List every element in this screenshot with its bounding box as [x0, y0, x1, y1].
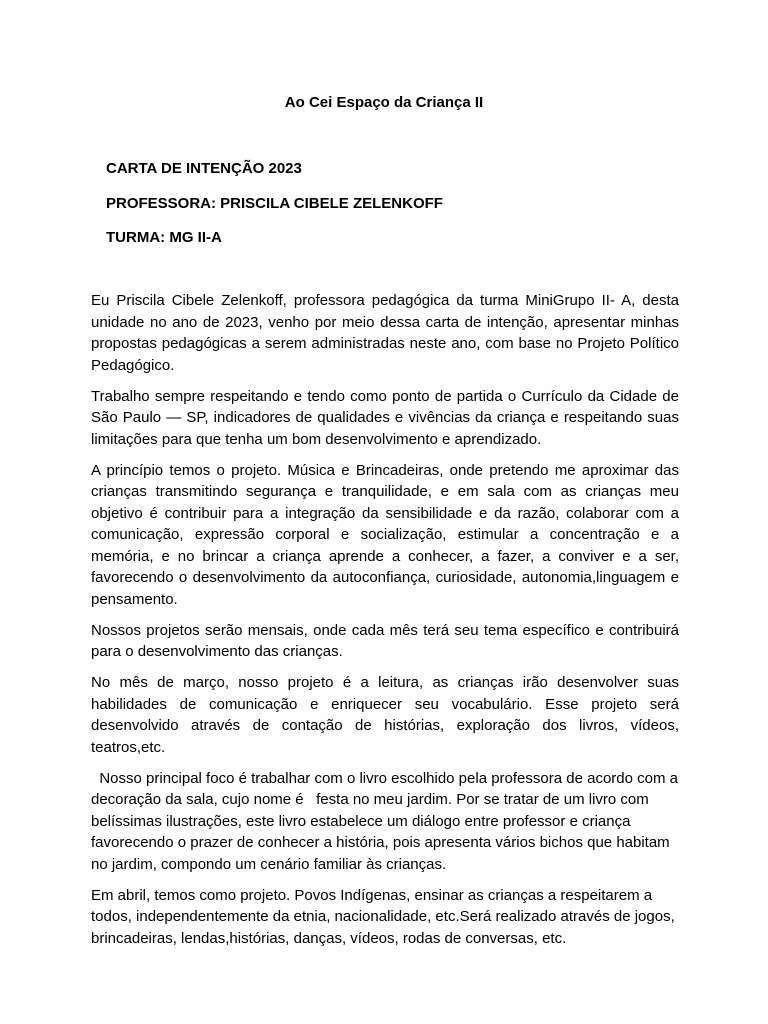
- paragraph-main-focus: Nosso principal foco é trabalhar com o livro escolhido pela professora de acordo com a decoração da sala, cujo nome é festa no meu jardim. Por se tratar de um livro com belíssimas ilustrações, este livro estabelece um diálogo entre professor e criança favorecendo o prazer de conhecer a história, pois apresenta vários bichos que habitam no jardim, compondo um cenário familiar às crianças.: [91, 769, 683, 873]
- letter-body: [91, 290, 683, 959]
- paragraph-march-project: No mês de março, nosso projeto é a leitura, as crianças irão desenvolver suas habilidades de comunicação e enriquecer seu vocabulário. Esse projeto será desenvolvido através de contação de histórias, exploração dos livros, vídeos, teatros,etc.: [91, 674, 679, 756]
- letter-heading: CARTA DE INTENÇÃO 2023: [106, 160, 302, 177]
- paragraph-music-project: A princípio temos o projeto. Música e Brincadeiras, onde pretendo me aproximar das crianças transmitindo segurança e tranquilidade, e em sala com as crianças meu objetivo é contribuir para a integração da sensibilidade e da razão, colaborar com a comunicação, expressão corporal e socialização, estimular a concentração e a memória, e no brincar a criança aprende a conhecer, a fazer, a conviver e a ser, favorecendo o desenvolvimento da autoconfiança, curiosidade, autonomia,linguagem e pensamento.: [91, 461, 679, 608]
- teacher-name-line: PROFESSORA: PRISCILA CIBELE ZELENKOFF: [106, 195, 443, 212]
- paragraph-introduction: Eu Priscila Cibele Zelenkoff, professora pedagógica da turma MiniGrupo II- A, desta unidade no ano de 2023, venho por meio dessa carta de intenção, apresentar minhas propostas pedagógicas a serem administradas neste ano, com base no Projeto Político Pedagógico.: [91, 292, 679, 374]
- class-line: TURMA: MG II-A: [106, 229, 222, 246]
- paragraph-april-project: Em abril, temos como projeto. Povos Indígenas, ensinar as crianças a respeitarem a todos, independentemente da etnia, nacionalidade, etc.Será realizado através de jogos, brincadeiras, lendas,histórias, danças, vídeos, rodas de conversas, etc.: [91, 886, 675, 947]
- paragraph-curriculum: Trabalho sempre respeitando e tendo como ponto de partida o Currículo da Cidade de São Paulo — SP, indicadores de qualidades e vivências da criança e respeitando suas limitações para que tenha um bom desenvolvimento e aprendizado.: [91, 387, 679, 448]
- document-title: Ao Cei Espaço da Criança II: [284, 94, 484, 111]
- paragraph-monthly-projects: Nossos projetos serão mensais, onde cada mês terá seu tema específico e contribuirá para o desenvolvimento das crianças.: [91, 621, 679, 660]
